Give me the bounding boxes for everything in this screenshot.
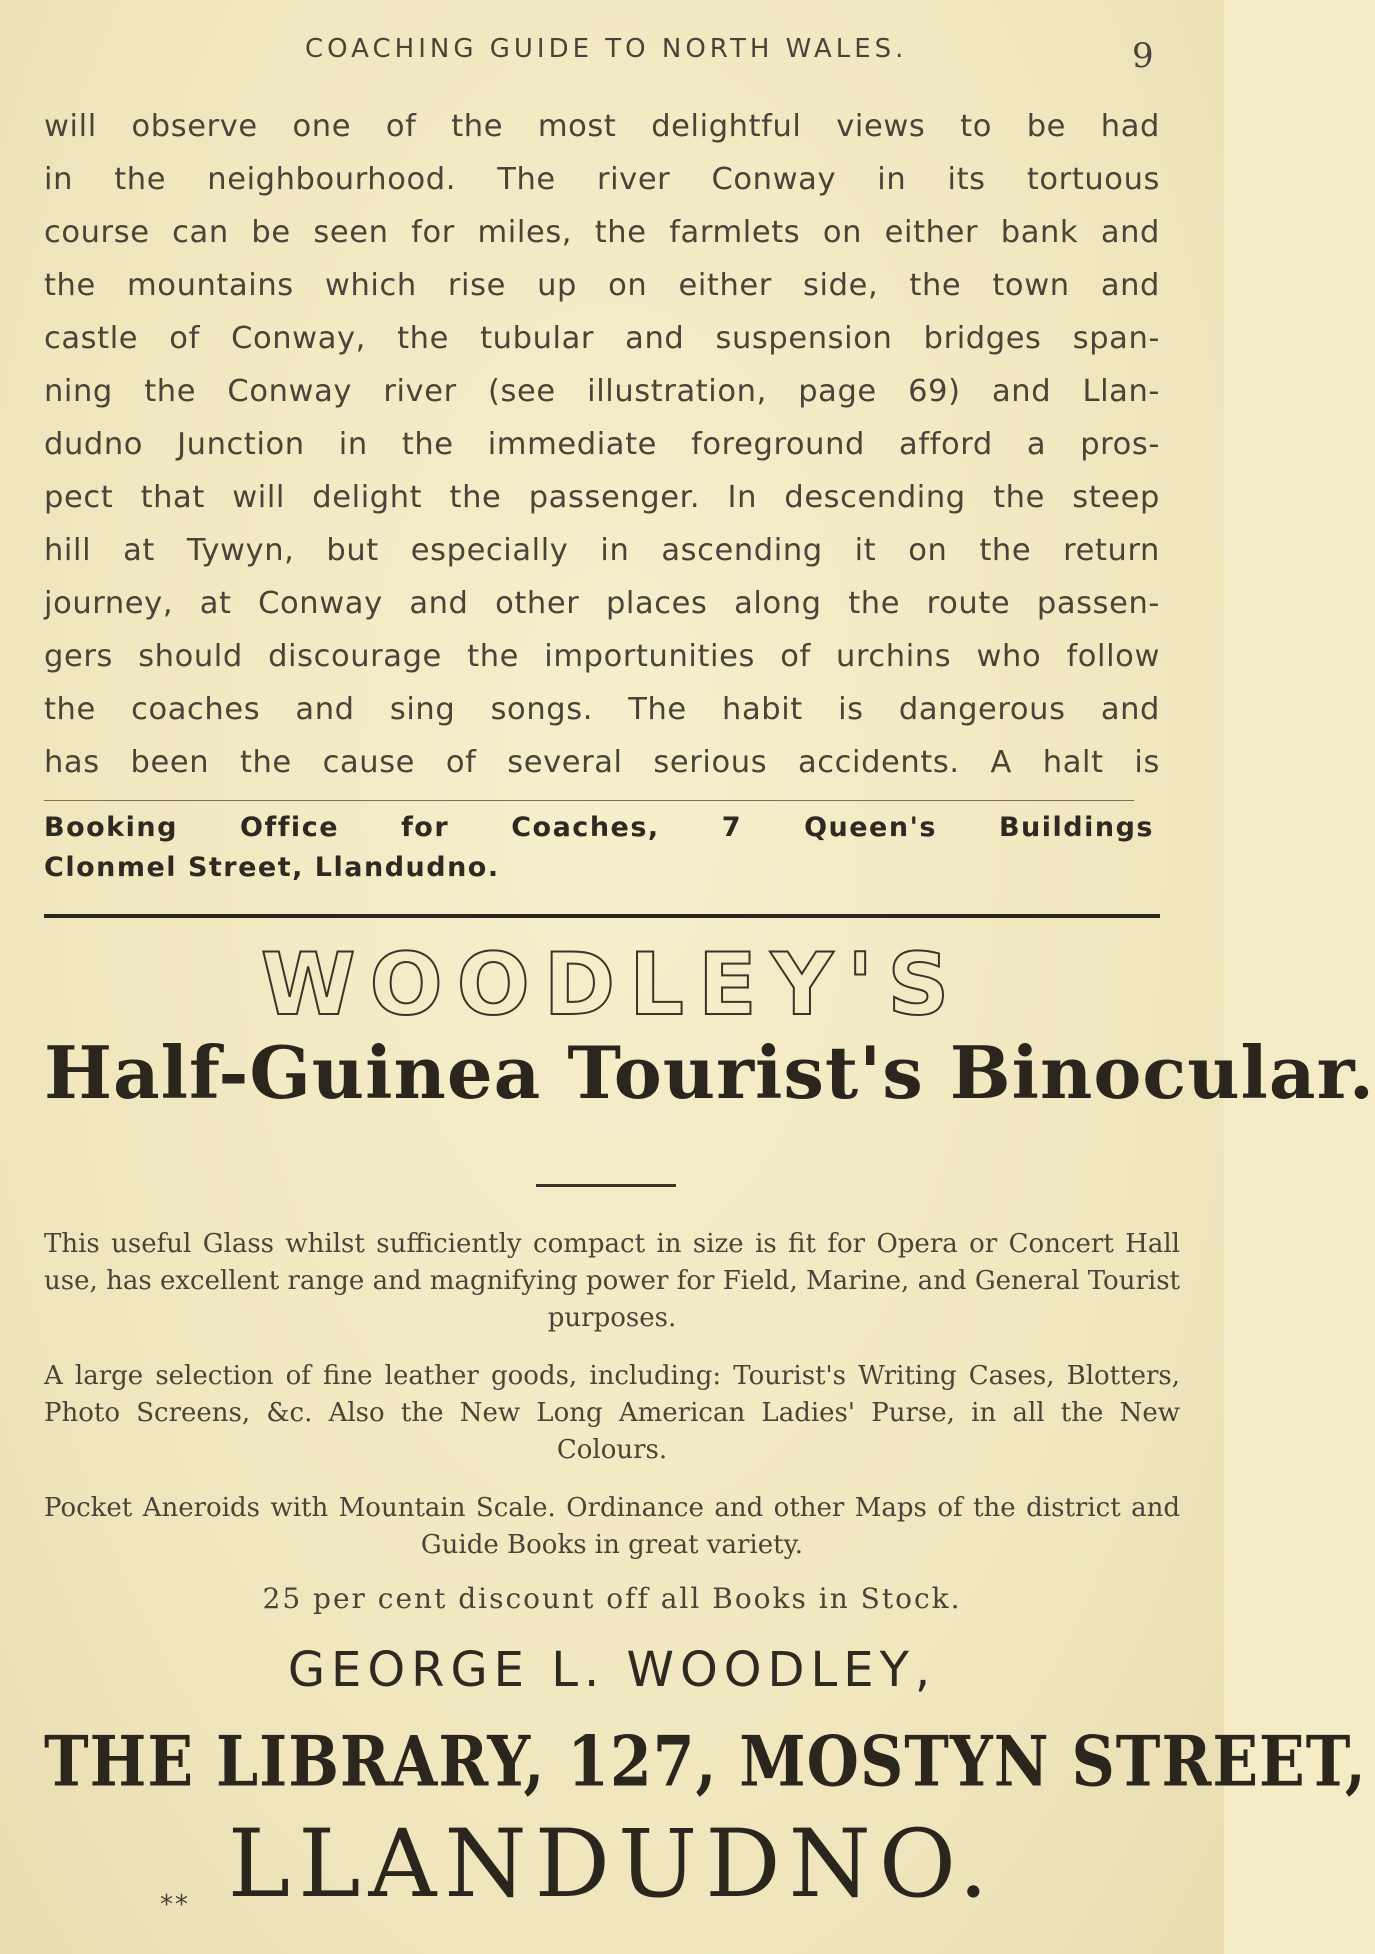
advert-proprietor: GEORGE L. WOODLEY, [287, 1642, 937, 1698]
body-line: hill at Tywyn, but especially in ascending it on the return [44, 533, 1160, 568]
advert-short-rule [536, 1184, 676, 1187]
body-paragraph [44, 100, 1160, 789]
advert-address: THE LIBRARY, 127, MOSTYN STREET, [44, 1722, 1367, 1803]
body-line: gers should discourage the importunities of urchins who follow [44, 639, 1160, 674]
body-line: has been the cause of several serious accidents. A halt is [44, 745, 1160, 780]
body-line: ning the Conway river (see illustration, page 69) and Llan- [44, 374, 1160, 409]
body-line: pect that will delight the passenger. In descending the steep [44, 480, 1160, 515]
advert-paragraph-maps: Pocket Aneroids with Mountain Scale. Ordinance and other Maps of the district and Guide Books in great variety. [44, 1493, 1180, 1560]
body-line: the mountains which rise up on either side, the town and [44, 268, 1160, 303]
advert-product-title: Half-Guinea Tourist's Binocular. [44, 1030, 1375, 1115]
body-line: course can be seen for miles, the farmlets on either bank and [44, 215, 1160, 250]
divider-rule [44, 800, 1134, 801]
body-line: dudno Junction in the immediate foreground afford a pros- [44, 427, 1160, 462]
page-number: 9 [1132, 36, 1154, 76]
advert-paragraph-leather: A large selection of fine leather goods, including: Tourist's Writing Cases, Blotters, Photo Screens, &c. Also the New Long American Ladies' Purse, in all the New Colours. [44, 1361, 1180, 1465]
running-head-title: COACHING GUIDE TO NORTH WALES. [305, 34, 908, 64]
body-line: in the neighbourhood. The river Conway in its tortuous [44, 162, 1160, 197]
advert-brand-name: WOODLEY'S [260, 935, 964, 1035]
booking-line-1: Booking Office for Coaches, 7 Queen's Buildings [44, 812, 1154, 843]
advert-town: LLANDUDNO. [227, 1810, 997, 1919]
body-line: journey, at Conway and other places along the route passen- [44, 586, 1160, 621]
body-line: the coaches and sing songs. The habit is dangerous and [44, 692, 1160, 727]
advert-top-rule [44, 914, 1160, 918]
booking-line-2: Clonmel Street, Llandudno. [44, 852, 500, 883]
body-line: castle of Conway, the tubular and suspension bridges span- [44, 321, 1160, 356]
advert-paragraph-glass: This useful Glass whilst sufficiently compact in size is fit for Opera or Concert Hall use, has excellent range and magnifying power for Field, Marine, and General Tourist purposes. [44, 1229, 1180, 1333]
signature-mark: ** [160, 1890, 190, 1920]
body-line: will observe one of the most delightful views to be had [44, 109, 1160, 144]
advert-discount: 25 per cent discount off all Books in Stock. [262, 1582, 962, 1615]
booking-notice [44, 808, 1154, 888]
